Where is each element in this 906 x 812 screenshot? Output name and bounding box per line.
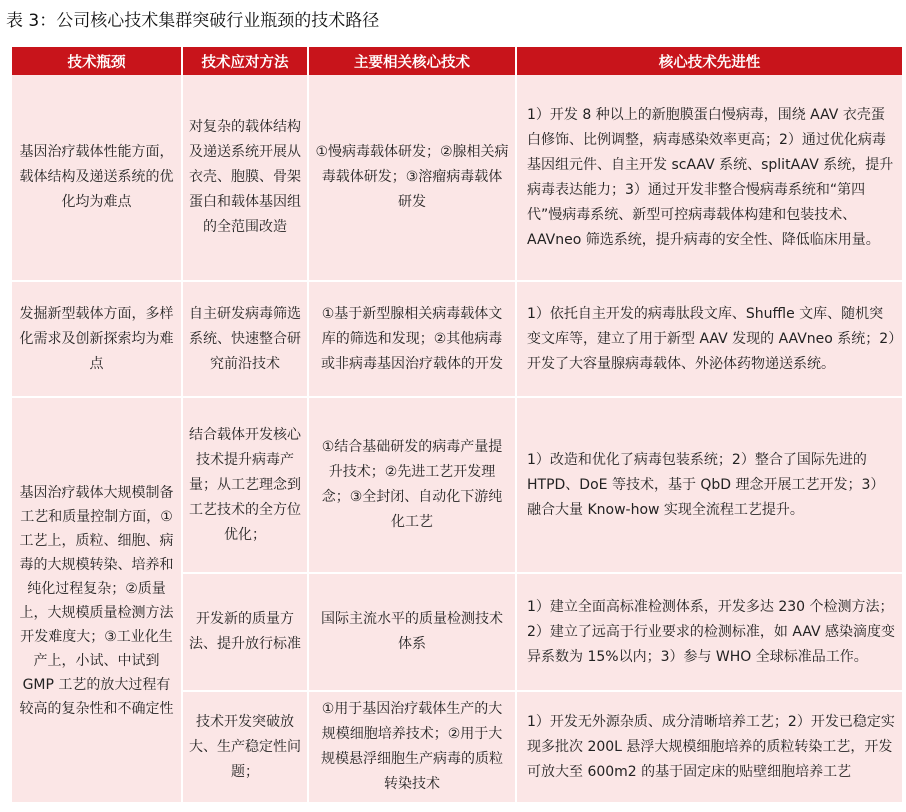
- advancement-cell: 1）改造和优化了病毒包装系统；2）整合了国际先进的 HTPD、DoE 等技术，基于 QbD 理念开展工艺开发；3）融合大量 Know-how 实现全流程工艺提升。: [516, 397, 902, 573]
- table-caption: 表 3：公司核心技术集群突破行业瓶颈的技术路径: [6, 11, 380, 31]
- core-tech-cell: ①用于基因治疗载体生产的大规模细胞培养技术；②用于大规模悬浮细胞生产病毒的质粒转染技术: [308, 691, 516, 803]
- table-row: [12, 397, 902, 573]
- bottleneck-cell: 基因治疗载体大规模制备工艺和质量控制方面，①工艺上，质粒、细胞、病毒的大规模转染、培养和纯化过程复杂；②质量上，大规模质量检测方法开发难度大；③工业化生产上，小试、中试到 GMP 工艺的放大过程有较高的复杂性和不确定性: [12, 397, 182, 803]
- table-header-row: [12, 47, 902, 75]
- bottleneck-cell: 发掘新型载体方面，多样化需求及创新探索均为难点: [12, 281, 182, 397]
- core-tech-cell: ①结合基础研发的病毒产量提升技术；②先进工艺开发理念；③全封闭、自动化下游纯化工艺: [308, 397, 516, 573]
- header-method: 技术应对方法: [182, 47, 308, 75]
- advancement-cell: 1）建立全面高标准检测体系，开发多达 230 个检测方法；2）建立了远高于行业要求的检测标准，如 AAV 感染滴度变异系数为 15%以内；3）参与 WHO 全球标准品工作。: [516, 573, 902, 691]
- method-cell: 对复杂的载体结构及递送系统开展从衣壳、胞膜、骨架蛋白和载体基因组的全范围改造: [182, 75, 308, 281]
- method-cell: 开发新的质量方法、提升放行标准: [182, 573, 308, 691]
- header-bottleneck: 技术瓶颈: [12, 47, 182, 75]
- bottleneck-cell: 基因治疗载体性能方面，载体结构及递送系统的优化均为难点: [12, 75, 182, 281]
- method-cell: 自主研发病毒筛选系统、快速整合研究前沿技术: [182, 281, 308, 397]
- advancement-cell: 1）开发无外源杂质、成分清晰培养工艺；2）开发已稳定实现多批次 200L 悬浮大规模细胞培养的质粒转染工艺，开发可放大至 600m2 的基于固定床的贴壁细胞培养工艺: [516, 691, 902, 803]
- core-tech-cell: ①慢病毒载体研发；②腺相关病毒载体研发；③溶瘤病毒载体研发: [308, 75, 516, 281]
- advancement-cell: 1）依托自主开发的病毒肽段文库、Shuffle 文库、随机突变文库等，建立了用于新型 AAV 发现的 AAVneo 系统；2）开发了大容量腺病毒载体、外泌体药物递送系统。: [516, 281, 902, 397]
- table-row: [12, 281, 902, 397]
- table-row: [12, 75, 902, 281]
- method-cell: 技术开发突破放大、生产稳定性问题；: [182, 691, 308, 803]
- header-advancement: 核心技术先进性: [516, 47, 902, 75]
- advancement-cell: 1）开发 8 种以上的新胞膜蛋白慢病毒，围绕 AAV 衣壳蛋白修饰、比例调整，病毒感染效率更高；2）通过优化病毒基因组元件、自主开发 scAAV 系统、splitAAV 系统，提升病毒表达能力；3）通过开发非整合慢病毒系统和“第四代”慢病毒系统、新型可控病毒载体构建和包装技术、AAVneo 筛选系统，提升病毒的安全性、降低临床用量。: [516, 75, 902, 281]
- method-cell: 结合载体开发核心技术提升病毒产量；从工艺理念到工艺技术的全方位优化；: [182, 397, 308, 573]
- core-tech-cell: ①基于新型腺相关病毒载体文库的筛选和发现；②其他病毒或非病毒基因治疗载体的开发: [308, 281, 516, 397]
- header-core-tech: 主要相关核心技术: [308, 47, 516, 75]
- technology-path-table: [12, 47, 902, 804]
- core-tech-cell: 国际主流水平的质量检测技术体系: [308, 573, 516, 691]
